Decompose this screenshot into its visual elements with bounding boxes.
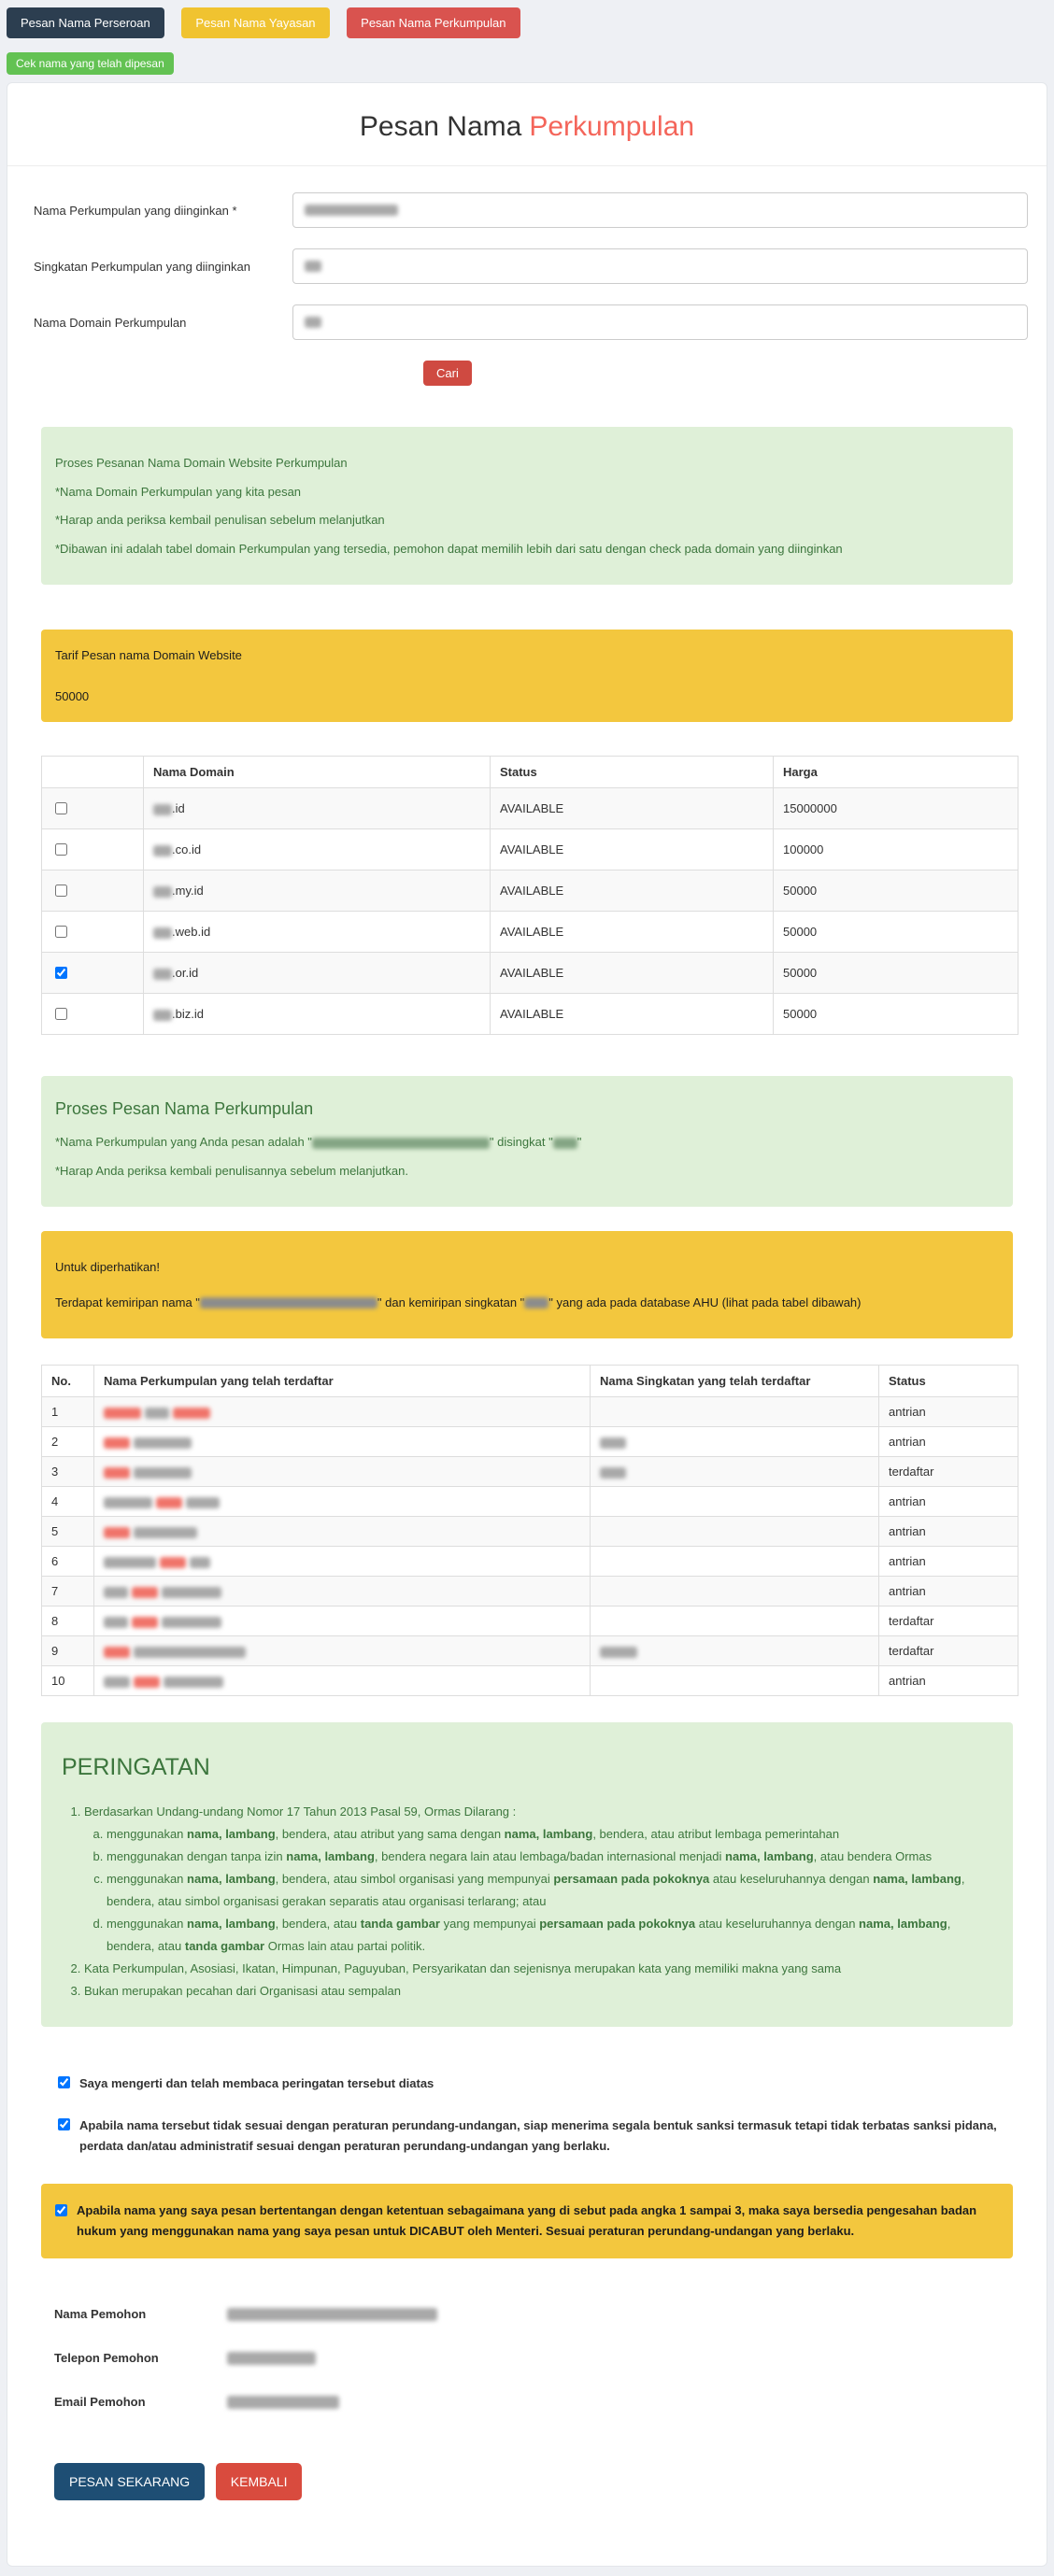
domain-info-line: Proses Pesanan Nama Domain Website Perkumpulan [55,456,348,470]
emphasized-text: nama, lambang [859,1916,947,1931]
cek-nama-dipesan-button[interactable]: Cek nama yang telah dipesan [7,52,174,75]
applicant-phone-row [54,2351,1028,2365]
emphasized-text: nama, lambang [873,1871,961,1886]
similar-name-abbr-cell [591,1666,879,1696]
domain-select-checkbox[interactable] [55,926,67,938]
cari-button[interactable]: Cari [423,361,472,386]
emphasized-text: persamaan pada pokoknya [553,1871,710,1886]
emphasized-text: persamaan pada pokoknya [539,1916,696,1931]
text-segment: " disingkat " [489,1135,553,1149]
redacted-text [190,1557,210,1568]
redacted-text [200,1297,377,1309]
redacted-text [145,1408,169,1419]
emphasized-text: tanda gambar [184,1938,265,1953]
domain-table-header-status: Status [491,757,774,788]
text-segment: , atau bendera Ormas [813,1848,933,1863]
agreement-row-1 [58,2074,1013,2093]
similar-name-no-cell: 2 [42,1427,94,1457]
redacted-value [305,317,321,328]
domain-price-cell: 50000 [774,953,1018,994]
text-segment: , bendera, atau atribut yang sama dengan [275,1826,505,1841]
domain-table-header-row [42,757,1018,788]
similar-name-row [42,1457,1018,1487]
domain-info-line: *Nama Domain Perkumpulan yang kita pesan [55,484,302,499]
redacted-text [153,804,172,815]
text-segment: , bendera, atau simbol organisasi yang mempunyai [275,1871,554,1886]
similar-name-name-cell [94,1517,591,1547]
nama-perkumpulan-input[interactable] [292,192,1028,228]
similar-name-no-cell: 1 [42,1397,94,1427]
redacted-text [162,1587,221,1598]
page-title-highlight: Perkumpulan [529,111,695,142]
agreement-checkbox-1[interactable] [58,2076,70,2088]
text-segment: , bendera, atau atribut lembaga pemerintahan [592,1826,840,1841]
peringatan-item [84,1801,994,1958]
similar-name-row [42,1487,1018,1517]
tariff-amount: 50000 [55,688,90,703]
similar-name-abbr-cell [591,1636,879,1666]
redacted-text [186,1497,220,1508]
similar-name-no-cell: 9 [42,1636,94,1666]
domain-suffix: .co.id [172,842,202,856]
redacted-text [104,1617,128,1628]
text-segment: menggunakan [107,1871,188,1886]
similar-name-abbr-cell [591,1487,879,1517]
text-segment: menggunakan [107,1916,188,1931]
redacted-text [160,1557,186,1568]
applicant-name-row [54,2307,1028,2321]
name-process-heading: Proses Pesan Nama Perkumpulan [55,1099,314,1118]
similar-name-row [42,1577,1018,1606]
domain-table-row [42,829,1018,870]
similar-name-no-cell: 5 [42,1517,94,1547]
emphasized-text: nama, lambang [725,1848,814,1863]
redacted-text [134,1677,160,1688]
text-segment: Kata Perkumpulan, Asosiasi, Ikatan, Himpunan, Paguyuban, Persyarikatan dan sejenisnya merupakan kata yang memiliki makna yang sama [84,1960,842,1975]
domain-input[interactable] [292,304,1028,340]
redacted-text [132,1617,158,1628]
text-segment: menggunakan [107,1826,188,1841]
domain-table-header-nama-domain: Nama Domain [144,757,491,788]
agreement-row-3 [41,2184,1013,2258]
similar-name-status-cell: antrian [879,1487,1018,1517]
domain-table-body [42,788,1018,1035]
text-segment: atau keseluruhannya dengan [709,1871,874,1886]
peringatan-list [60,1801,994,2003]
redacted-text [153,969,172,980]
redacted-text [153,927,172,939]
peringatan-sub-list [84,1823,994,1958]
similar-name-status-cell: terdaftar [879,1457,1018,1487]
similar-name-name-cell [94,1397,591,1427]
similar-name-status-cell: terdaftar [879,1636,1018,1666]
domain-select-checkbox[interactable] [55,843,67,856]
similar-name-name-cell [94,1487,591,1517]
domain-table-row [42,870,1018,912]
name-process-line1 [55,1133,999,1152]
redacted-text [600,1467,626,1479]
kembali-button[interactable]: KEMBALI [216,2463,303,2500]
text-segment: Berdasarkan Undang-undang Nomor 17 Tahun 2013 Pasal 59, Ormas Dilarang : [84,1804,517,1819]
domain-price-cell: 100000 [774,829,1018,870]
redacted-text [132,1587,158,1598]
similar-names-header-singkatan: Nama Singkatan yang telah terdaftar [591,1366,879,1397]
redacted-text [104,1557,156,1568]
emphasized-text: nama, lambang [286,1848,375,1863]
similar-names-table [41,1365,1018,1696]
similar-name-status-cell: antrian [879,1517,1018,1547]
domain-price-cell: 50000 [774,870,1018,912]
redacted-text [134,1527,197,1538]
applicant-section [54,2307,1028,2409]
page-title [7,111,1047,143]
domain-select-checkbox[interactable] [55,885,67,897]
redacted-text [553,1138,577,1149]
redacted-value [227,2396,339,2409]
redacted-text [600,1437,626,1449]
similar-name-abbr-cell [591,1547,879,1577]
emphasized-text: nama, lambang [504,1826,593,1841]
similar-names-header-row [42,1366,1018,1397]
form-row-nama-perkumpulan [26,192,1028,228]
form-row-singkatan [26,248,1028,284]
text-segment: " yang ada pada database AHU (lihat pada tabel dibawah) [548,1295,862,1309]
redacted-text [153,845,172,856]
text-segment: , bendera negara lain atau lembaga/badan internasional menjadi [374,1848,726,1863]
similar-name-no-cell: 10 [42,1666,94,1696]
agreement-checkbox-2[interactable] [58,2118,70,2130]
domain-name-cell [144,870,491,912]
redacted-value [305,261,321,272]
text-segment: , bendera, atau [275,1916,361,1931]
domain-name-cell [144,953,491,994]
domain-name-cell [144,994,491,1035]
domain-status-cell: AVAILABLE [491,953,774,994]
redacted-text [173,1408,210,1419]
similar-name-abbr-cell [591,1397,879,1427]
similar-name-name-cell [94,1427,591,1457]
redacted-text [104,1467,130,1479]
similar-name-no-cell: 6 [42,1547,94,1577]
domain-table-row [42,788,1018,829]
similar-name-name-cell [94,1606,591,1636]
similar-name-status-cell: antrian [879,1427,1018,1457]
attention-line [55,1294,999,1312]
text-segment: Ormas lain atau partai politik. [264,1938,426,1953]
domain-name-cell [144,788,491,829]
redacted-text [104,1497,152,1508]
similar-name-status-cell: antrian [879,1397,1018,1427]
similar-name-no-cell: 7 [42,1577,94,1606]
redacted-text [164,1677,223,1688]
name-process-alert [41,1076,1013,1207]
text-segment: *Nama Perkumpulan yang Anda pesan adalah " [55,1135,312,1149]
domain-status-cell: AVAILABLE [491,870,774,912]
domain-status-cell: AVAILABLE [491,994,774,1035]
nav-pesan-nama-perseroan-button[interactable]: Pesan Nama Perseroan [7,7,164,38]
redacted-text [134,1647,246,1658]
similar-name-name-cell [94,1577,591,1606]
text-segment: " [577,1135,582,1149]
domain-info-line: *Harap anda periksa kembail penulisan sebelum melanjutkan [55,513,385,527]
domain-table-row [42,912,1018,953]
text-segment: atau keseluruhannya dengan [695,1916,860,1931]
similar-names-header-nama: Nama Perkumpulan yang telah terdaftar [94,1366,591,1397]
domain-table [41,756,1018,1035]
domain-suffix: .my.id [172,884,204,898]
singkatan-input[interactable] [292,248,1028,284]
domain-select-checkbox[interactable] [55,1008,67,1020]
redacted-text [134,1437,192,1449]
peringatan-sub-item [107,1913,994,1958]
domain-table-header-checkbox [42,757,144,788]
similar-name-name-cell [94,1457,591,1487]
redacted-text [104,1587,128,1598]
domain-suffix: .web.id [172,925,211,939]
domain-table-row [42,994,1018,1035]
similar-name-status-cell: antrian [879,1577,1018,1606]
domain-table-header-harga: Harga [774,757,1018,788]
emphasized-text: nama, lambang [187,1871,276,1886]
domain-price-cell: 50000 [774,912,1018,953]
attention-heading: Untuk diperhatikan! [55,1260,161,1274]
similar-name-no-cell: 8 [42,1606,94,1636]
peringatan-item [84,1958,994,1980]
applicant-email-label: Email Pemohon [54,2395,146,2410]
form-row-domain [26,304,1028,340]
similar-name-name-cell [94,1636,591,1666]
similar-name-row [42,1397,1018,1427]
domain-status-cell: AVAILABLE [491,912,774,953]
applicant-phone-label: Telepon Pemohon [54,2351,159,2366]
peringatan-sub-item [107,1868,994,1913]
text-segment: , bendera, atau [107,1916,951,1953]
agreement-row-2 [58,2116,1013,2156]
page-title-wrap [7,98,1047,166]
similar-name-abbr-cell [591,1606,879,1636]
emphasized-text: tanda gambar [360,1916,440,1931]
text-segment: Terdapat kemiripan nama " [55,1295,200,1309]
redacted-text [134,1467,192,1479]
redacted-text [153,1010,172,1021]
agreement-checkbox-3[interactable] [55,2204,67,2216]
domain-name-cell [144,912,491,953]
redacted-text [524,1297,548,1309]
agreement-text-2: Apabila nama tersebut tidak sesuai dengan peraturan perundang-undangan, siap menerima segala bentuk sanksi termasuk tetapi tidak terbatas sanksi pidana, perdata dan/atau administratif sesuai dengan peraturan perundang-undangan yang berlaku. [79,2118,997,2153]
domain-suffix: .or.id [172,966,199,980]
similar-name-abbr-cell [591,1457,879,1487]
redacted-value [227,2308,437,2321]
similar-names-table-body [42,1397,1018,1696]
nav-pesan-nama-yayasan-button[interactable]: Pesan Nama Yayasan [181,7,329,38]
applicant-name-label: Nama Pemohon [54,2307,147,2322]
domain-select-checkbox[interactable] [55,967,67,979]
tariff-title: Tarif Pesan nama Domain Website [55,648,242,662]
cari-wrap [423,361,1028,386]
similar-name-row [42,1427,1018,1457]
redacted-text [600,1647,637,1658]
peringatan-item [84,1980,994,2003]
nav-pesan-nama-perkumpulan-button[interactable]: Pesan Nama Perkumpulan [347,7,520,38]
domain-suffix: .id [172,801,185,815]
domain-status-cell: AVAILABLE [491,829,774,870]
redacted-text [162,1617,221,1628]
domain-label: Nama Domain Perkumpulan [34,316,187,330]
attention-alert [41,1231,1013,1338]
similar-name-abbr-cell [591,1577,879,1606]
domain-name-cell [144,829,491,870]
text-segment: Bukan merupakan pecahan dari Organisasi atau sempalan [84,1983,401,1998]
redacted-text [156,1497,182,1508]
domain-info-alert [41,427,1013,585]
similar-name-row [42,1666,1018,1696]
domain-select-checkbox[interactable] [55,802,67,814]
similar-name-status-cell: antrian [879,1547,1018,1577]
similar-names-header-no: No. [42,1366,94,1397]
peringatan-sub-item [107,1846,994,1868]
domain-status-cell: AVAILABLE [491,788,774,829]
redacted-text [104,1677,130,1688]
top-navigation [0,0,1054,75]
nama-perkumpulan-label: Nama Perkumpulan yang diinginkan * [34,204,237,218]
main-panel [7,82,1047,2567]
emphasized-text: nama, lambang [187,1916,276,1931]
name-process-line2: *Harap Anda periksa kembali penulisannya sebelum melanjutkan. [55,1163,408,1178]
similar-name-abbr-cell [591,1517,879,1547]
text-segment: yang mempunyai [439,1916,540,1931]
actions-bar [54,2463,1028,2500]
emphasized-text: nama, lambang [187,1826,276,1841]
similar-names-header-status: Status [879,1366,1018,1397]
domain-price-cell: 15000000 [774,788,1018,829]
text-segment: , bendera, atau simbol organisasi gerakan separatis atau organisasi terlarang; atau [107,1871,965,1908]
similar-name-abbr-cell [591,1427,879,1457]
peringatan-heading: PERINGATAN [62,1754,210,1780]
similar-name-no-cell: 3 [42,1457,94,1487]
similar-name-row [42,1517,1018,1547]
redacted-text [104,1408,141,1419]
page-title-prefix: Pesan Nama [359,111,522,142]
similar-name-name-cell [94,1547,591,1577]
similar-name-row [42,1606,1018,1636]
tariff-alert [41,630,1013,722]
agreement-text-3: Apabila nama yang saya pesan bertentangan dengan ketentuan sebagaimana yang di sebut pada angka 1 sampai 3, maka saya bersedia pengesahan badan hukum yang menggunakan nama yang saya pesan untuk DICABUT oleh Menteri. Sesuai peraturan perundang-undangan yang berlaku. [77,2203,977,2239]
domain-table-row [42,953,1018,994]
singkatan-label: Singkatan Perkumpulan yang diinginkan [34,260,250,274]
applicant-email-row [54,2395,1028,2409]
similar-name-no-cell: 4 [42,1487,94,1517]
redacted-value [227,2352,316,2365]
peringatan-box [41,1722,1013,2027]
domain-info-line: *Dibawan ini adalah tabel domain Perkumpulan yang tersedia, pemohon dapat memilih lebih dari satu dengan check pada domain yang diinginkan [55,541,843,556]
text-segment: " dan kemiripan singkatan " [377,1295,525,1309]
similar-name-name-cell [94,1666,591,1696]
redacted-text [153,886,172,898]
similar-name-row [42,1547,1018,1577]
peringatan-sub-item [107,1823,994,1846]
domain-suffix: .biz.id [172,1007,204,1021]
similar-name-status-cell: terdaftar [879,1606,1018,1636]
text-segment: menggunakan dengan tanpa izin [107,1848,287,1863]
agreement-text-1: Saya mengerti dan telah membaca peringatan tersebut diatas [79,2075,434,2090]
similar-name-row [42,1636,1018,1666]
redacted-text [104,1527,130,1538]
redacted-text [104,1647,130,1658]
similar-name-status-cell: antrian [879,1666,1018,1696]
domain-price-cell: 50000 [774,994,1018,1035]
peringatan-numbered-list [60,1801,994,2003]
redacted-text [312,1138,490,1149]
pesan-sekarang-button[interactable]: PESAN SEKARANG [54,2463,205,2500]
redacted-text [104,1437,130,1449]
redacted-value [305,205,398,216]
